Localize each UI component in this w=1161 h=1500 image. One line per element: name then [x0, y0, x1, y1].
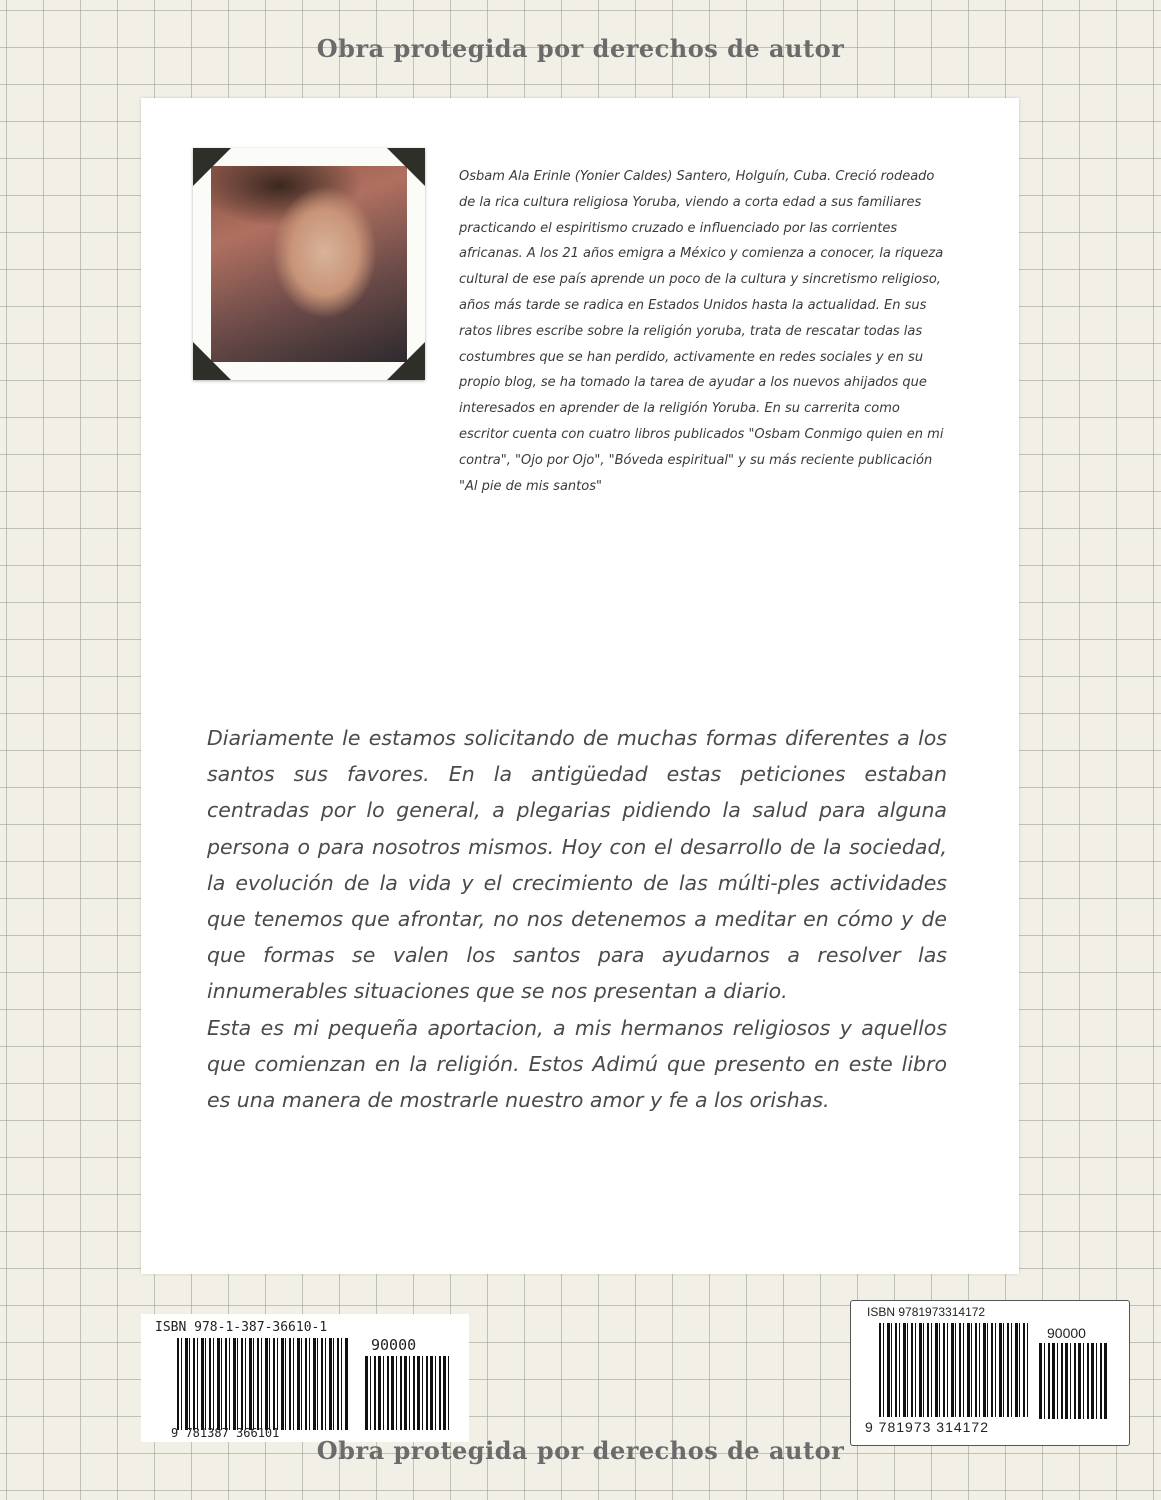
- isbn-label: ISBN 9781973314172: [867, 1305, 986, 1319]
- blurb-paragraph: Diariamente le estamos solicitando de muchas formas diferentes a los santos sus favores. En la antigüedad estas peticiones estaban centradas por lo general, a plegarias pidiendo la salud para alguna persona o para nosotros mismos. Hoy con el desarrollo de la sociedad, la evolución de la vida y el crecimiento de las múlti-ples actividades que tenemos que afrontar, no nos detenemos a meditar en cómo y de que formas se valen los santos para ayudarnos a resolver las innumerables situaciones que se nos presentan a diario.: [207, 726, 947, 1004]
- author-bio: Osbam Ala Erinle (Yonier Caldes) Santero, Holguín, Cuba. Creció rodeado de la rica cultura religiosa Yoruba, viendo a corta edad a sus familiares practicando el espiritismo cruzado e influenciado por las corrientes africanas. A los 21 años emigra a México y comienza a conocer, la riqueza cultural de ese país aprende un poco de la cultura y sincretismo religioso, años más tarde se radica en Estados Unidos hasta la actualidad. En sus ratos libres escribe sobre la religión yoruba, trata de rescatar todas las costumbres que se han perdido, activamente en redes sociales y en su propio blog, se ha tomado la tarea de ayudar a los nuevos ahijados que interesados en aprender de la religión Yoruba. En su carrerita como escritor cuenta con cuatro libros publicados "Osbam Conmigo quien en mi contra", "Ojo por Ojo", "Bóveda espiritual" y su más reciente publicación "Al pie de mis santos": [459, 169, 944, 494]
- barcode-number: 9 781387 366101: [171, 1426, 280, 1440]
- watermark-top: Obra protegida por derechos de autor: [316, 34, 845, 63]
- photo-corner-icon: [193, 148, 231, 186]
- photo-corner-icon: [193, 342, 231, 380]
- barcode-number: 9 781973 314172: [865, 1419, 989, 1435]
- photo-corner-icon: [387, 342, 425, 380]
- author-photo: [211, 166, 407, 362]
- barcode-addon-number: 90000: [1047, 1325, 1086, 1341]
- barcode-addon-bars-icon: [1039, 1343, 1109, 1419]
- back-cover-panel: [141, 98, 1019, 1274]
- barcode-bars-icon: [177, 1338, 349, 1430]
- barcode-bars-icon: [879, 1323, 1029, 1417]
- barcode-addon-number: 90000: [371, 1336, 417, 1354]
- blurb-paragraph: Esta es mi pequeña aportacion, a mis hermanos religiosos y aquellos que comienzan en la religión. Estos Adimú que presento en este libro es una manera de mostrarle nuestro amor y fe a los orishas.: [207, 1015, 947, 1113]
- isbn-barcode-right: [850, 1300, 1130, 1446]
- book-blurb: [207, 720, 947, 1118]
- photo-corner-icon: [387, 148, 425, 186]
- isbn-barcode-left: [141, 1314, 469, 1442]
- isbn-label: ISBN 978-1-387-36610-1: [155, 1320, 328, 1335]
- watermark-bottom: Obra protegida por derechos de autor: [316, 1436, 845, 1465]
- barcode-addon-bars-icon: [365, 1356, 451, 1430]
- author-photo-frame: [193, 148, 425, 380]
